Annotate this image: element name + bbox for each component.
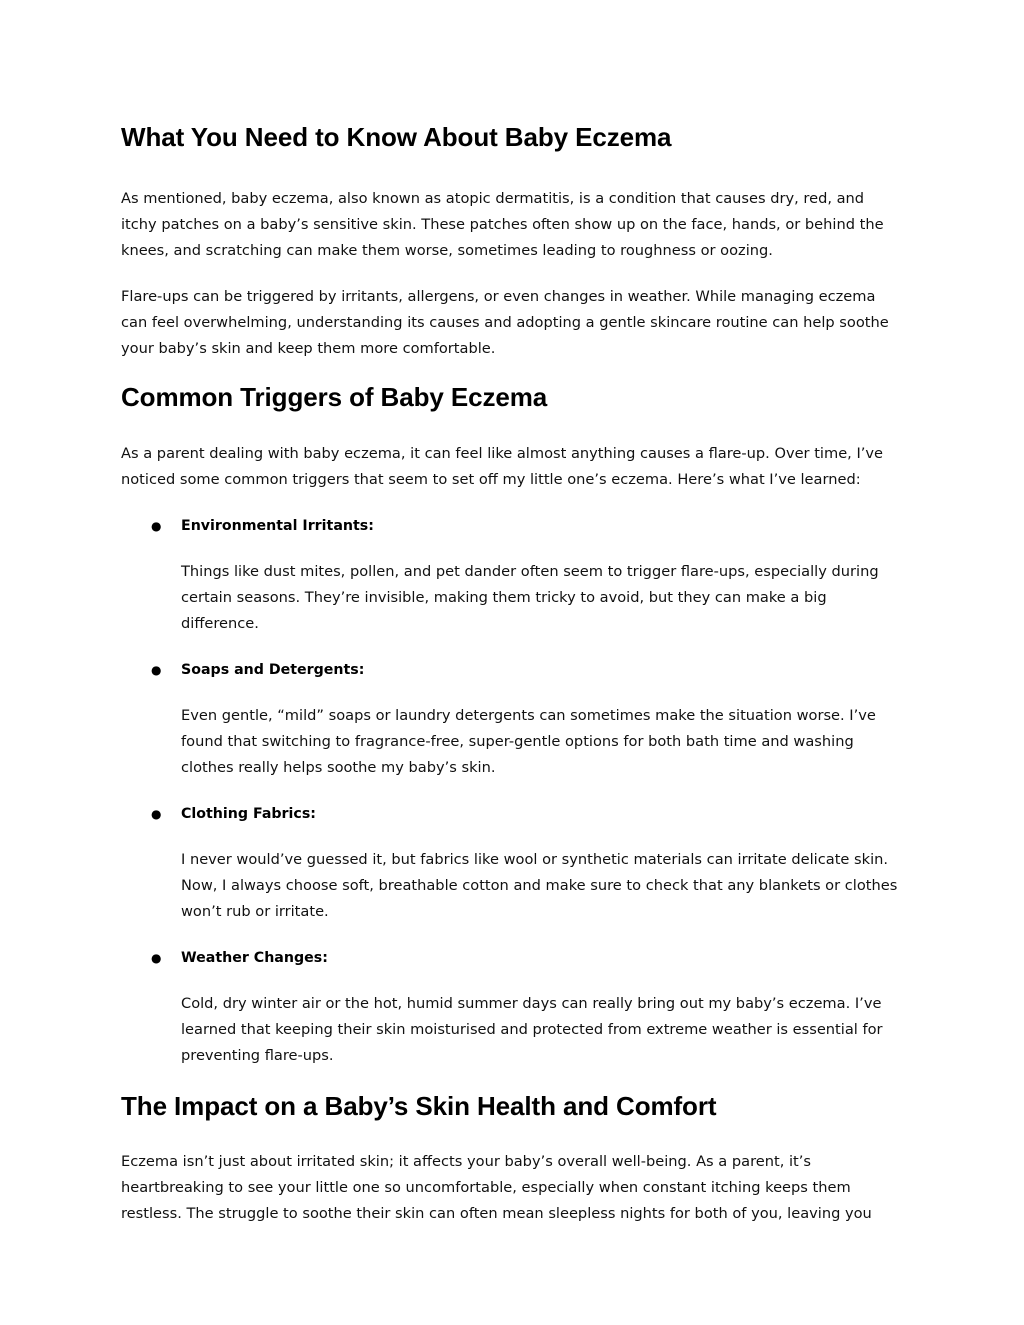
bullet-icon: ●: [151, 663, 162, 677]
list-item-description: I never would’ve guessed it, but fabrics like wool or synthetic materials can irritate delicate skin. Now, I always choose soft, breathable cotton and make sure to check that any blankets or clothes won’t rub or irritate.: [181, 851, 898, 920]
list-item-title: Environmental Irritants:: [181, 518, 374, 534]
list-item-title: Weather Changes:: [181, 950, 328, 966]
paragraph: As mentioned, baby eczema, also known as atopic dermatitis, is a condition that causes dry, red, and itchy patches on a baby’s sensitive skin. These patches often show up on the face, hands, or behind the knees, and scratching can make them worse, sometimes leading to roughness or oozing.: [121, 190, 884, 259]
list-item-description: Cold, dry winter air or the hot, humid summer days can really bring out my baby’s eczema. I’ve learned that keeping their skin moisturised and protected from extreme weather is essential for preventing flare-ups.: [181, 995, 883, 1064]
paragraph: Eczema isn’t just about irritated skin; it affects your baby’s overall well-being. As a parent, it’s heartbreaking to see your little one so uncomfortable, especially when constant itching keeps them restless. The struggle to soothe their skin can often mean sleepless nights for both of you, leaving you: [121, 1153, 872, 1222]
list-item-description: Things like dust mites, pollen, and pet dander often seem to trigger flare-ups, especially during certain seasons. They’re invisible, making them tricky to avoid, but they can make a big difference.: [181, 563, 879, 632]
list-item-title: Soaps and Detergents:: [181, 662, 365, 678]
paragraph: As a parent dealing with baby eczema, it can feel like almost anything causes a flare-up. Over time, I’ve noticed some common triggers that seem to set off my little one’s eczema. Here’s what I’ve learned:: [121, 445, 884, 488]
list-item: [121, 801, 901, 925]
list-item: [121, 657, 901, 781]
bullet-icon: ●: [151, 519, 162, 533]
triggers-list: [121, 513, 901, 1069]
list-item-title: Clothing Fabrics:: [181, 806, 316, 822]
bullet-icon: ●: [151, 951, 162, 965]
section-heading: What You Need to Know About Baby Eczema: [121, 122, 672, 152]
paragraph: Flare-ups can be triggered by irritants, allergens, or even changes in weather. While managing eczema can feel overwhelming, understanding its causes and adopting a gentle skincare routine can help soothe your baby’s skin and keep them more comfortable.: [121, 288, 889, 357]
list-item: [121, 513, 901, 637]
list-item-description: Even gentle, “mild” soaps or laundry detergents can sometimes make the situation worse. I’ve found that switching to fragrance-free, super-gentle options for both bath time and washing clothes really helps soothe my baby’s skin.: [181, 707, 876, 776]
document-page: [121, 110, 901, 1227]
section-heading: Common Triggers of Baby Eczema: [121, 382, 548, 412]
bullet-icon: ●: [151, 807, 162, 821]
list-item: [121, 945, 901, 1069]
section-heading: The Impact on a Baby’s Skin Health and Comfort: [121, 1091, 717, 1121]
